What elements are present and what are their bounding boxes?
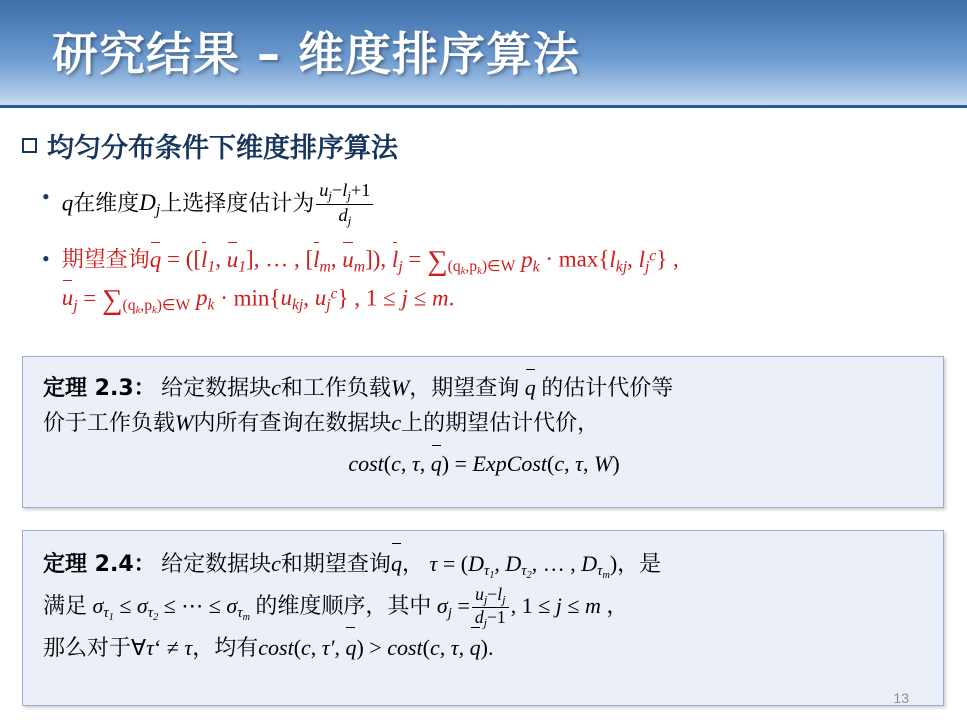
theorem-2-4-line-1: 定理 2.4： 给定数据块c和期望查询q， $\tau = (D_{\tau_1}$, $D_{\tau_2}$, … , $D_{\tau_m}$)，是 — [43, 545, 925, 585]
bullet-2-text: 期望查询$q = ([l_1$, $u_1$], … , [$l_m$, $u_m$]), $l_j = \sum_{(q_k,p_k)\in W}$ $p_k \cdot \max\{l_{kj}$, $l_j^c$} , $u_j = \sum_{(q_k,p_k)\in W}$ $p_k \cdot \min\{u_{kj}$, $u_j^c$} , 1 ≤ j ≤ m. — [61, 245, 679, 317]
bullet-dot-icon: • — [42, 246, 50, 271]
theorem-box-2-3 — [22, 356, 944, 508]
title-banner — [0, 0, 967, 108]
page-number: 13 — [893, 690, 909, 706]
theorem-2-4-line-2: 满足 $\sigma_{\tau_1} \le \sigma_{\tau_2}$ ≤ ⋯ ≤ $\sigma_{\tau_m}$ 的维度顺序，其中 $\sigma_j$ = $\frac{u_j-l_j}{d_j-1}$ , 1 ≤ j ≤ m ， — [43, 583, 629, 630]
section-heading — [22, 126, 398, 165]
bullet-1-text: q在维度$D_j$上选择度估计为 $\frac{u_j-l_j+1}{d_j}$ — [62, 180, 376, 228]
selectivity-fraction: $\frac{u_j-l_j+1}{d_j}$ — [316, 180, 373, 228]
theorem-2-3-label: 定理 2.3： — [43, 376, 156, 401]
page-title: 研究结果 – 维度排序算法 — [52, 27, 581, 81]
bullet-item-1 — [42, 180, 942, 228]
bullet-dot-icon: • — [42, 184, 50, 209]
bullet-item-2 — [42, 242, 952, 320]
theorem-2-3-line-1: 定理 2.3： 给定数据块c和工作负载W，期望查询 q 的估计代价等 — [43, 371, 925, 406]
theorem-2-3-line-2: 价于工作负载W内所有查询在数据块c上的期望估计代价， — [43, 410, 600, 437]
theorem-2-4-label: 定理 2.4： — [43, 552, 156, 577]
section-heading-label: 均匀分布条件下维度排序算法 — [47, 133, 398, 164]
square-bullet-icon — [22, 138, 37, 153]
sigma-fraction: $\frac{u_j-l_j}{d_j-1}$ — [472, 585, 509, 629]
theorem-2-4-line-3: 那么对于∀τ‘ ≠ τ，均有cost(c, τ′, q) > cost(c, τ, q). — [43, 629, 925, 667]
theorem-2-3-formula: cost(c, τ, q) = ExpCost(c, τ, W) — [43, 447, 925, 481]
theorem-box-2-4 — [22, 530, 944, 706]
